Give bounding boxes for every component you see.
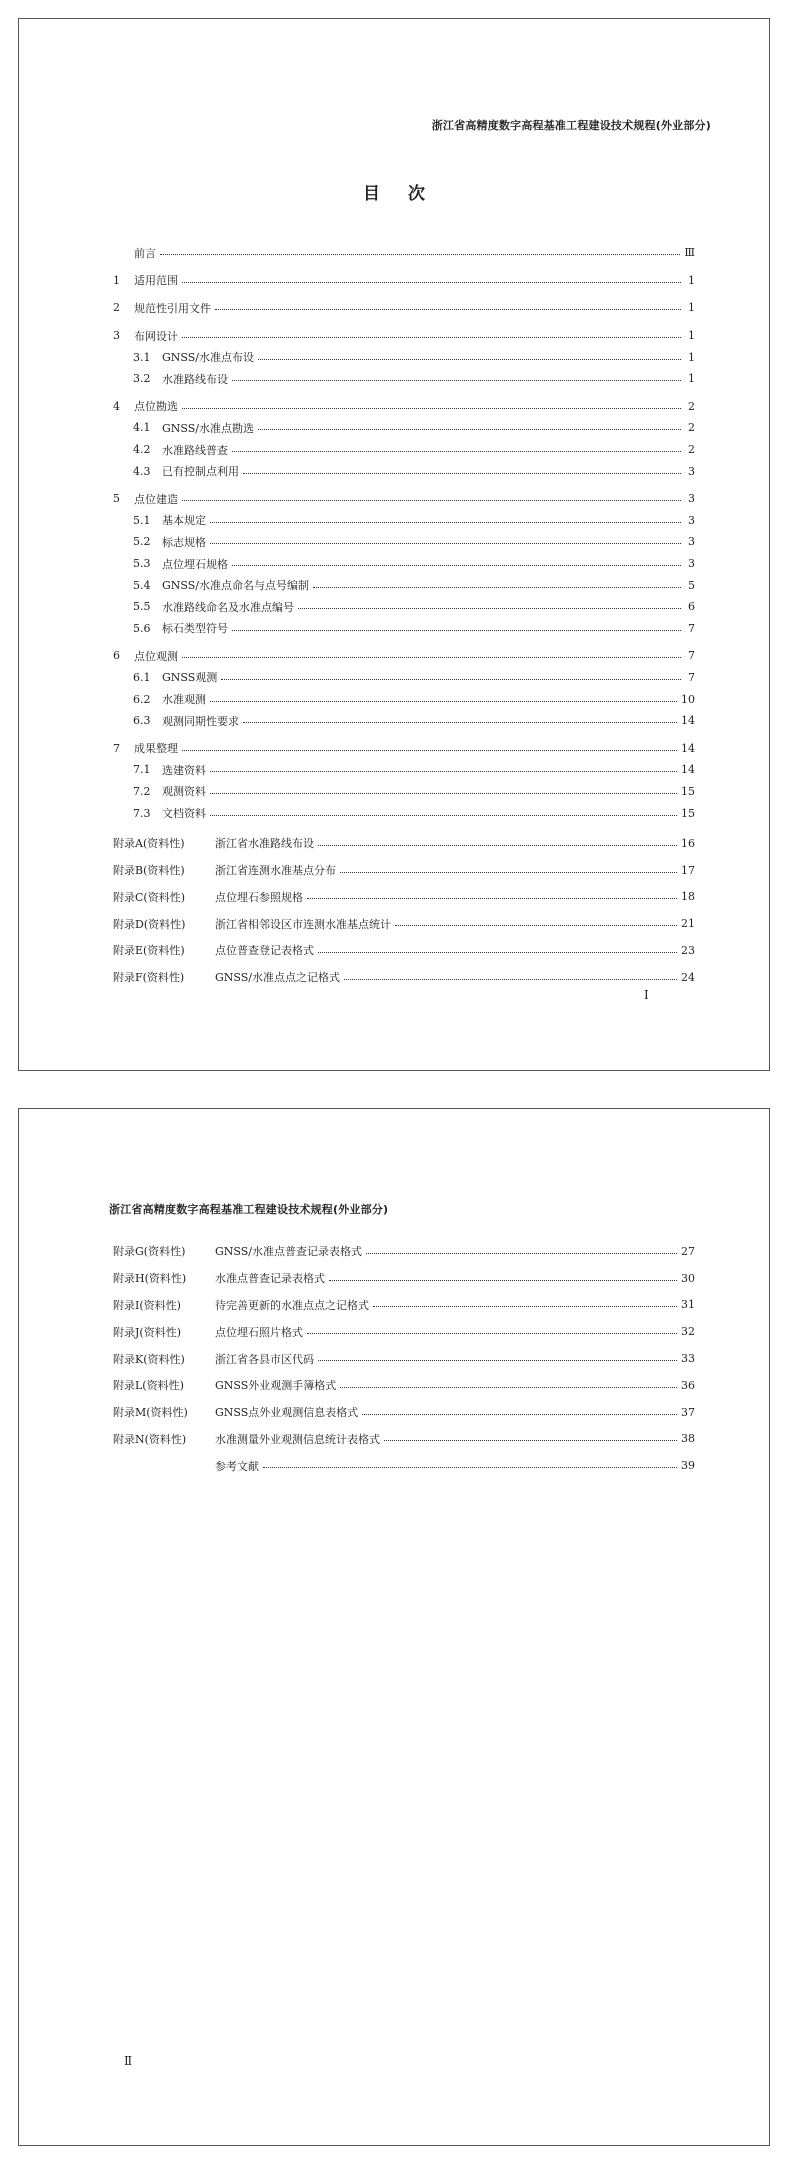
- entry-title: 点位普查登记表格式: [215, 944, 314, 958]
- toc-appendix-entry[interactable]: [113, 883, 695, 910]
- entry-title: GNSS观测: [162, 671, 218, 685]
- entry-title: 点位建造: [134, 492, 178, 506]
- section-number: 6.2: [133, 692, 151, 706]
- toc-section-entry[interactable]: [113, 396, 695, 418]
- page-ref: 2: [688, 421, 695, 435]
- appendix-number: 附录L(资料性): [113, 1379, 184, 1393]
- entry-title: 规范性引用文件: [134, 301, 211, 315]
- entry-title: 参考文献: [215, 1459, 259, 1473]
- dot-leader: [243, 722, 677, 723]
- dot-leader: [182, 750, 677, 751]
- dot-leader: [210, 522, 681, 523]
- page-ref: 38: [681, 1432, 695, 1446]
- page-title: 目次: [363, 184, 453, 204]
- dot-leader: [307, 1333, 677, 1334]
- page-ref: 32: [681, 1325, 695, 1339]
- page-ref: 17: [681, 863, 695, 877]
- entry-title: GNSS/水准点命名与点号编制: [162, 579, 309, 593]
- entry-title: 前言: [134, 246, 156, 260]
- entry-title: 点位勘选: [134, 400, 178, 414]
- section-number: 5.5: [133, 600, 151, 614]
- page-number: Ⅱ: [124, 2054, 133, 2068]
- toc-subsection-entry[interactable]: [113, 688, 695, 710]
- toc-appendix-entry[interactable]: [113, 830, 695, 857]
- appendix-number: 附录C(资料性): [113, 890, 185, 904]
- page-ref: 15: [681, 784, 695, 798]
- toc-appendix-entry[interactable]: [113, 1238, 695, 1265]
- entry-title: 选建资料: [162, 763, 206, 777]
- dot-leader: [373, 1306, 677, 1307]
- dot-leader: [362, 1414, 677, 1415]
- toc-appendix-entry[interactable]: [113, 1345, 695, 1372]
- page-number: Ⅰ: [644, 988, 649, 1002]
- appendix-number: 附录J(资料性): [113, 1325, 181, 1339]
- dot-leader: [215, 309, 681, 310]
- page-ref: 3: [688, 492, 695, 506]
- toc-subsection-entry[interactable]: [113, 802, 695, 824]
- entry-title: 浙江省各县市区代码: [215, 1352, 314, 1366]
- section-number: 5.3: [133, 557, 151, 571]
- appendix-number: 附录I(资料性): [113, 1298, 181, 1312]
- toc-subsection-entry[interactable]: [113, 439, 695, 461]
- page-ref: 36: [681, 1378, 695, 1392]
- entry-title: 水准路线命名及水准点编号: [162, 600, 294, 614]
- toc-subsection-entry[interactable]: [113, 781, 695, 803]
- toc-subsection-entry[interactable]: [113, 510, 695, 532]
- entry-title: 标石类型符号: [162, 622, 228, 636]
- entry-title: 浙江省连测水准基点分布: [215, 864, 336, 878]
- entry-title: 点位埋石规格: [162, 557, 228, 571]
- entry-title: 浙江省相邻设区市连测水准基点统计: [215, 917, 391, 931]
- dot-leader: [313, 587, 681, 588]
- toc-subsection-entry[interactable]: [113, 759, 695, 781]
- entry-title: 适用范围: [134, 274, 178, 288]
- page-ref: 3: [688, 513, 695, 527]
- dot-leader: [243, 473, 681, 474]
- toc-appendix-entry[interactable]: [113, 1426, 695, 1453]
- toc-subsection-entry[interactable]: [113, 346, 695, 368]
- page-ref: 1: [688, 329, 695, 343]
- dot-leader: [258, 359, 681, 360]
- entry-title: 水准测量外业观测信息统计表格式: [215, 1432, 380, 1446]
- toc-appendix-entry[interactable]: [113, 964, 695, 991]
- toc-page-1: [18, 18, 770, 1071]
- entry-title: GNSS/水准点普查记录表格式: [215, 1245, 362, 1259]
- toc-section-entry[interactable]: [113, 737, 695, 759]
- section-number: 4.2: [133, 443, 151, 457]
- entry-title: 待完善更新的水准点点之记格式: [215, 1298, 369, 1312]
- page-ref: 1: [688, 301, 695, 315]
- appendix-number: 附录A(资料性): [113, 837, 185, 851]
- page-ref: 23: [681, 943, 695, 957]
- page-ref: 37: [681, 1405, 695, 1419]
- page-ref: 2: [688, 399, 695, 413]
- section-number: 7.1: [133, 763, 151, 777]
- page-ref: 1: [688, 273, 695, 287]
- dot-leader: [232, 451, 681, 452]
- page-ref: 33: [681, 1352, 695, 1366]
- toc-subsection-entry[interactable]: [113, 417, 695, 439]
- page-ref: 6: [688, 600, 695, 614]
- toc-section-entry[interactable]: [113, 270, 695, 292]
- section-number: 7.3: [133, 806, 151, 820]
- dot-leader: [182, 408, 681, 409]
- toc-subsection-entry[interactable]: [113, 460, 695, 482]
- dot-leader: [232, 630, 681, 631]
- section-number: 2: [113, 301, 120, 315]
- dot-leader: [232, 380, 681, 381]
- dot-leader: [366, 1253, 677, 1254]
- page-ref: 27: [681, 1244, 695, 1258]
- entry-title: 水准路线普查: [162, 443, 228, 457]
- toc-appendix-entry[interactable]: [113, 937, 695, 964]
- page-ref: 24: [681, 970, 695, 984]
- page-ref: 7: [688, 649, 695, 663]
- dot-leader: [318, 952, 677, 953]
- toc-appendix-entry[interactable]: [113, 1372, 695, 1399]
- appendix-number: 附录H(资料性): [113, 1272, 187, 1286]
- appendix-number: 附录M(资料性): [113, 1406, 188, 1420]
- section-number: 3.1: [133, 350, 151, 364]
- dot-leader: [210, 771, 677, 772]
- page-ref: 2: [688, 443, 695, 457]
- section-number: 4.3: [133, 464, 151, 478]
- dot-leader: [182, 282, 681, 283]
- dot-leader: [258, 429, 681, 430]
- page-ref: Ⅲ: [684, 246, 695, 260]
- toc-subsection-entry[interactable]: [113, 368, 695, 390]
- page-ref: 31: [681, 1298, 695, 1312]
- section-number: 5: [113, 492, 120, 506]
- toc-section-entry[interactable]: [113, 645, 695, 667]
- section-number: 6.3: [133, 714, 151, 728]
- page-ref: 3: [688, 535, 695, 549]
- page-ref: 14: [681, 714, 695, 728]
- page-ref: 1: [688, 350, 695, 364]
- section-number: 4.1: [133, 421, 151, 435]
- appendix-number: 附录E(资料性): [113, 944, 185, 958]
- page-ref: 15: [681, 806, 695, 820]
- dot-leader: [329, 1280, 677, 1281]
- section-number: 5.4: [133, 578, 151, 592]
- dot-leader: [221, 679, 681, 680]
- dot-leader: [318, 1360, 677, 1361]
- entry-title: 点位埋石参照规格: [215, 890, 303, 904]
- toc-section-entry[interactable]: [113, 488, 695, 510]
- section-number: 5.6: [133, 621, 151, 635]
- dot-leader: [307, 898, 677, 899]
- entry-title: GNSS外业观测手簿格式: [215, 1379, 337, 1393]
- toc-subsection-entry[interactable]: [113, 596, 695, 618]
- page-ref: 7: [688, 621, 695, 635]
- toc-subsection-entry[interactable]: [113, 667, 695, 689]
- toc-section-entry[interactable]: [113, 242, 695, 264]
- toc-subsection-entry[interactable]: [113, 618, 695, 640]
- appendix-number: 附录B(资料性): [113, 864, 185, 878]
- entry-title: 文档资料: [162, 807, 206, 821]
- dot-leader: [210, 701, 677, 702]
- entry-title: 观测同期性要求: [162, 714, 239, 728]
- page-ref: 5: [688, 578, 695, 592]
- entry-title: 已有控制点利用: [162, 465, 239, 479]
- dot-leader: [210, 793, 677, 794]
- entry-title: 水准点普查记录表格式: [215, 1272, 325, 1286]
- running-header: 浙江省高精度数字高程基准工程建设技术规程(外业部分): [431, 119, 711, 132]
- toc-appendix-entry[interactable]: [113, 1292, 695, 1319]
- entry-title: GNSS/水准点布设: [162, 351, 254, 365]
- section-number: 1: [113, 273, 120, 287]
- appendix-number: 附录D(资料性): [113, 917, 186, 931]
- entry-title: GNSS/水准点点之记格式: [215, 971, 340, 985]
- section-number: 6: [113, 649, 120, 663]
- section-number: 5.2: [133, 535, 151, 549]
- toc-subsection-entry[interactable]: [113, 710, 695, 732]
- dot-leader: [210, 815, 677, 816]
- entry-title: 布网设计: [134, 329, 178, 343]
- dot-leader: [384, 1440, 677, 1441]
- dot-leader: [232, 565, 681, 566]
- page-ref: 30: [681, 1271, 695, 1285]
- dot-leader: [395, 925, 677, 926]
- dot-leader: [318, 845, 677, 846]
- section-number: 6.1: [133, 670, 151, 684]
- dot-leader: [344, 979, 677, 980]
- entry-title: 浙江省水准路线布设: [215, 837, 314, 851]
- toc-appendix-entry[interactable]: [113, 1399, 695, 1426]
- dot-leader: [263, 1467, 677, 1468]
- dot-leader: [340, 1387, 677, 1388]
- entry-title: 水准观测: [162, 693, 206, 707]
- page-ref: 1: [688, 372, 695, 386]
- toc-appendix-entry[interactable]: [113, 857, 695, 884]
- page-ref: 10: [681, 692, 695, 706]
- toc-appendix-entry[interactable]: [113, 1452, 695, 1479]
- dot-leader: [160, 254, 680, 255]
- entry-title: 基本规定: [162, 514, 206, 528]
- appendix-number: 附录G(资料性): [113, 1245, 186, 1259]
- toc-subsection-entry[interactable]: [113, 574, 695, 596]
- toc-subsection-entry[interactable]: [113, 553, 695, 575]
- page-ref: 14: [681, 763, 695, 777]
- entry-title: 点位观测: [134, 649, 178, 663]
- dot-leader: [182, 337, 681, 338]
- section-number: 3: [113, 329, 120, 343]
- appendix-number: 附录N(资料性): [113, 1432, 187, 1446]
- section-number: 4: [113, 399, 120, 413]
- table-of-contents-continued: [113, 1238, 695, 1479]
- appendix-number: 附录F(资料性): [113, 971, 185, 985]
- dot-leader: [182, 500, 681, 501]
- toc-section-entry[interactable]: [113, 325, 695, 347]
- section-number: 5.1: [133, 513, 151, 527]
- page-ref: 7: [688, 670, 695, 684]
- page-ref: 39: [681, 1459, 695, 1473]
- running-header: 浙江省高精度数字高程基准工程建设技术规程(外业部分): [109, 1203, 389, 1216]
- dot-leader: [298, 608, 681, 609]
- entry-title: 点位埋石照片格式: [215, 1325, 303, 1339]
- dot-leader: [210, 543, 681, 544]
- page-ref: 18: [681, 890, 695, 904]
- appendix-number: 附录K(资料性): [113, 1352, 185, 1366]
- entry-title: 观测资料: [162, 785, 206, 799]
- entry-title: GNSS点外业观测信息表格式: [215, 1406, 359, 1420]
- toc-subsection-entry[interactable]: [113, 531, 695, 553]
- toc-appendix-entry[interactable]: [113, 1318, 695, 1345]
- dot-leader: [182, 657, 681, 658]
- entry-title: 水准路线布设: [162, 372, 228, 386]
- page-ref: 14: [681, 741, 695, 755]
- entry-title: 标志规格: [162, 535, 206, 549]
- section-number: 7: [113, 741, 120, 755]
- dot-leader: [340, 872, 677, 873]
- section-number: 7.2: [133, 784, 151, 798]
- toc-section-entry[interactable]: [113, 297, 695, 319]
- toc-appendix-entry[interactable]: [113, 1265, 695, 1292]
- page-ref: 16: [681, 836, 695, 850]
- page-ref: 3: [688, 464, 695, 478]
- section-number: 3.2: [133, 372, 151, 386]
- table-of-contents: [113, 242, 695, 991]
- page-ref: 3: [688, 557, 695, 571]
- toc-appendix-entry[interactable]: [113, 910, 695, 937]
- page-ref: 21: [681, 917, 695, 931]
- entry-title: 成果整理: [134, 742, 178, 756]
- toc-page-2: [18, 1108, 770, 2146]
- entry-title: GNSS/水准点勘选: [162, 421, 254, 435]
